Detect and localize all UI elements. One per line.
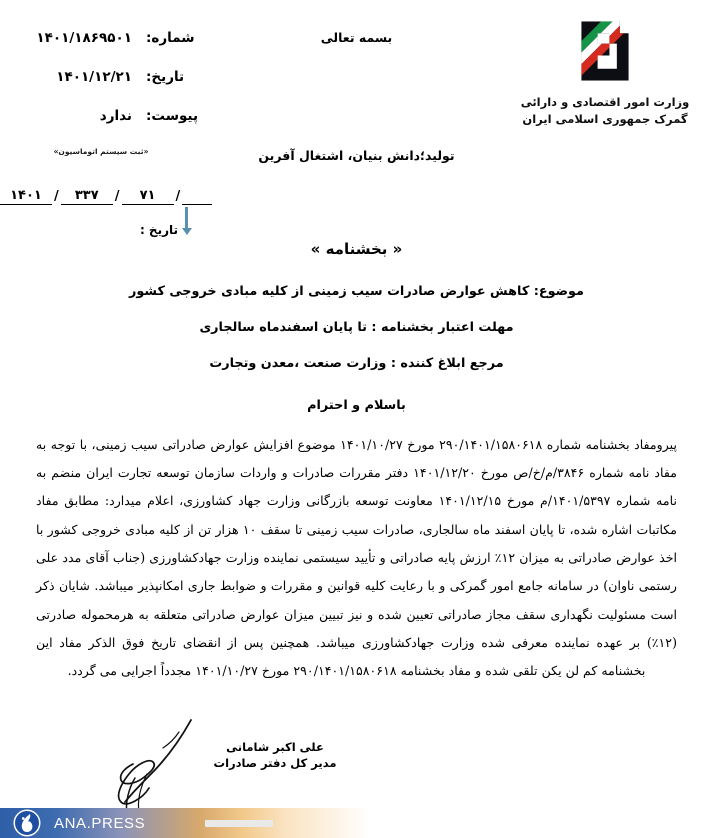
pointer-date-label: تاریخ :	[139, 223, 178, 237]
field-value-issuer: وزارت صنعت ،معدن وتجارت	[209, 356, 387, 372]
document-body	[36, 431, 677, 686]
greeting-line: باسلام و احترام	[307, 397, 406, 413]
besmeh-taala-header: بسمه تعالی	[320, 30, 393, 45]
signatory-role: مدیر کل دفتر صادرات	[213, 756, 337, 771]
signatory-details	[150, 739, 400, 772]
attachment-value: ندارد	[99, 108, 132, 124]
attachment-label: پیوست:	[146, 108, 199, 124]
field-value-validity: تا پایان اسفندماه سالجاری	[199, 320, 367, 336]
form-slash-2: /	[114, 189, 120, 204]
registration-form-line	[0, 188, 300, 241]
field-value-subject: کاهش عوارض صادرات سیب زمینی از کلیه مبادی خروجی کشور	[129, 284, 530, 299]
ana-press-logo-icon	[12, 808, 42, 838]
body-paragraph: پیرومفاد بخشنامه شماره ۲۹۰/۱۴۰۱/۱۵۸۰۶۱۸ مورخ ۱۴۰۱/۱۰/۲۷ موضوع افزایش عوارض صادراتی سیب زمینی، با توجه به مفاد نامه شماره ۳۸۴۶/م/خ/ص مورخ ۱۴۰۱/۱۲/۲۰ دفتر مقررات صادرات و واردات سازمان توسعه تجارت ایران منضم به نامه شماره ۱۴۰۱/۵۳۹۷/م مورخ ۱۴۰۱/۱۲/۱۵ معاونت توسعه بازرگانی وزارت جهاد کشاورزی، اعلام میدارد: مطابق مفاد مکاتبات اشاره شده، تا پایان اسفند ماه سالجاری، صادرات سیب زمینی تا سقف ۱۰ هزار تن از کلیه مبادی خروجی کشور با اخذ عوارض صادراتی به میزان ۱۲٪ ارزش پایه صادراتی و تأیید سیستمی نماینده وزارت جهادکشاورزی (جناب آقای مدد علی رستمی ناوان) در سامانه جامع امور گمرکی و با رعایت کلیه قوانین و مقررات و ضوابط جاری امکانپذیر میباشد. شایان ذکر است مسئولیت نگهداری سقف مجاز صادراتی تعیین شده و نیز تبیین میزان عوارض صادراتی متعلقه به هرمحموله صادرتی (۱۲٪) بر عهده نماینده معرفی شده وزارت جهادکشاورزی میباشد. همچنین پس از انقضای تاریخ فوق الذکر مفاد این بخشنامه کم لن یکن تلقی شده و مفاد بخشنامه ۲۹۰/۱۴۰۱/۱۵۸۰۶۱۸ مورخ ۱۴۰۱/۱۰/۲۷ مجدداً اجرایی می گردد.	[36, 436, 678, 679]
field-label-validity: مهلت اعتبار بخشنامه :	[371, 320, 514, 336]
irica-emblem-icon	[568, 14, 642, 88]
signature-block	[0, 672, 713, 792]
date-pointer-group	[0, 207, 266, 241]
meta-row-date	[0, 69, 242, 85]
form-segment-b: ۳۳۷	[61, 188, 113, 205]
date-value: ۱۴۰۱/۱۲/۲۱	[56, 69, 132, 85]
field-label-issuer: مرجع ابلاغ کننده :	[390, 356, 504, 372]
form-segment-d	[182, 203, 212, 205]
document-header	[0, 0, 713, 237]
down-arrow-icon	[185, 207, 188, 229]
field-label-subject: موضوع:	[533, 284, 584, 299]
watermark-placeholder-bar	[205, 820, 273, 827]
watermark-text: ANA.PRESS	[54, 814, 146, 832]
watermark-bar	[0, 808, 713, 838]
meta-row-attachment	[0, 108, 242, 124]
customs-office-name: گمرک جمهوری اسلامی ایران	[522, 112, 688, 127]
field-row-validity	[30, 318, 683, 337]
document-meta-block	[0, 30, 260, 156]
number-value: ۱۴۰۱/۱۸۶۹۵۰۱	[36, 30, 132, 46]
form-slash-3: /	[175, 189, 181, 204]
organization-logo-block	[515, 14, 695, 129]
meta-row-number	[0, 30, 242, 46]
field-row-issuer	[30, 354, 683, 373]
form-slash-1: /	[54, 189, 59, 204]
field-row-subject	[30, 282, 683, 301]
year-slogan: تولید؛دانش بنیان، اشتغال آفرین	[258, 148, 455, 163]
number-label: شماره:	[146, 30, 195, 46]
form-line-segments	[0, 188, 266, 205]
form-segment-c: ۷۱	[122, 188, 174, 205]
document-fields	[0, 282, 713, 374]
form-segment-year: ۱۴۰۱	[0, 188, 52, 205]
signatory-name: علی اکبر شامانی	[226, 739, 324, 754]
page-title: « بخشنامه »	[310, 240, 403, 258]
date-label: تاریخ:	[146, 69, 185, 85]
automation-stamp-note: «ثبت سیستم اتوماسیون»	[53, 147, 149, 156]
ministry-name: وزارت امور اقتصادی و دارائی	[520, 95, 690, 109]
